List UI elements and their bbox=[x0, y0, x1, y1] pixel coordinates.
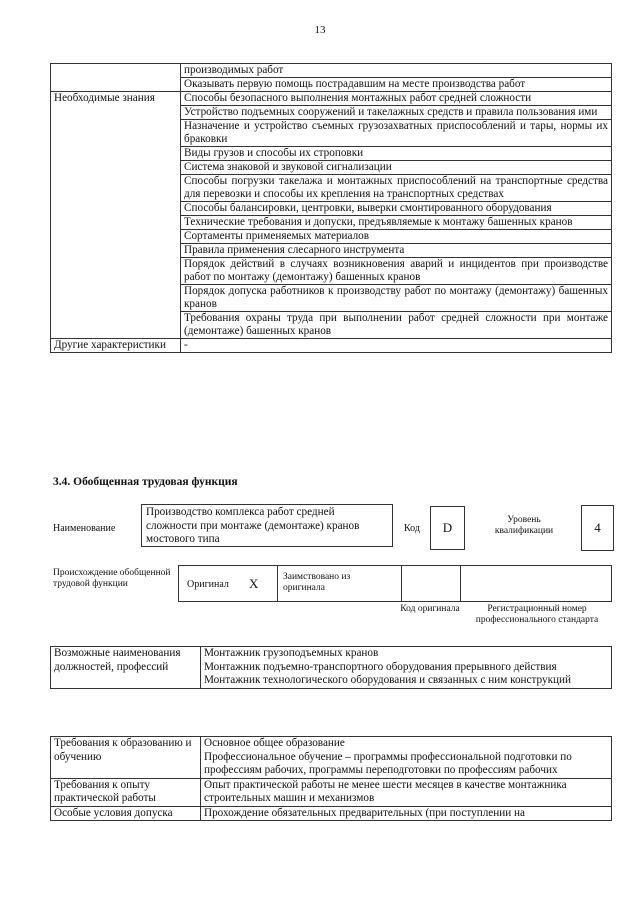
row-text: Порядок допуска работников к производству работ по монтажу (демонтажу) башенных кранов bbox=[181, 285, 612, 312]
positions-label: Возможные наименования должностей, профессий bbox=[51, 647, 201, 689]
requirement-item: Опыт практической работы не менее шести месяцев в качестве монтажника строительных машин и механизмов bbox=[204, 778, 567, 804]
table-row bbox=[51, 647, 612, 689]
borrowed-label: Заимствовано из оригинала bbox=[283, 572, 351, 593]
level-label: Уровень квалификации bbox=[494, 515, 554, 536]
name-label: Наименование bbox=[53, 523, 116, 534]
experience-values bbox=[201, 778, 612, 806]
row-text: Технические требования и допуски, предъявляемые к монтажу башенных кранов bbox=[181, 216, 612, 230]
admission-label: Особые условия допуска bbox=[51, 806, 201, 821]
requirement-item: Основное общее образование bbox=[204, 737, 345, 749]
divider bbox=[277, 565, 278, 602]
reg-number-caption: Регистрационный номер профессионального стандарта bbox=[475, 604, 599, 625]
row-text: Способы безопасного выполнения монтажных работ средней сложности bbox=[181, 92, 612, 106]
level-value: 4 bbox=[581, 505, 614, 551]
code-label: Код bbox=[404, 523, 420, 534]
row-label bbox=[51, 64, 181, 92]
section-title: 3.4. Обобщенная трудовая функция bbox=[53, 476, 238, 488]
requirement-item: Профессиональное обучение – программы профессиональной подготовки по профессиям рабочих, программы переподготовки по профессиям рабочих bbox=[204, 750, 572, 776]
divider bbox=[460, 565, 461, 602]
function-name-value: Производство комплекса работ средней сложности при монтаже (демонтаже) кранов мостового типа bbox=[141, 504, 393, 547]
row-text: Оказывать первую помощь пострадавшим на месте производства работ bbox=[181, 78, 612, 92]
row-text: Назначение и устройство съемных грузозахватных приспособлений и тары, нормы их браковки bbox=[181, 120, 612, 147]
origin-box bbox=[178, 565, 612, 602]
row-text: Способы балансировки, центровки, выверки смонтированного оборудования bbox=[181, 202, 612, 216]
row-text: Способы погрузки такелажа и монтажных приспособлений на транспортные средства для перевозки и способы их крепления на транспортных средствах bbox=[181, 175, 612, 202]
positions-values bbox=[201, 647, 612, 689]
origin-label: Происхождение обобщенной трудовой функции bbox=[53, 568, 171, 589]
position-item: Монтажник грузоподъемных кранов bbox=[204, 647, 379, 659]
divider bbox=[401, 565, 402, 602]
original-mark: X bbox=[249, 576, 259, 591]
requirements-table bbox=[50, 736, 612, 821]
table-row bbox=[51, 806, 612, 821]
requirement-item: Прохождение обязательных предварительных (при поступлении на bbox=[204, 806, 525, 819]
table-row bbox=[51, 92, 612, 106]
table-row bbox=[51, 339, 612, 353]
page-number: 13 bbox=[314, 24, 326, 36]
admission-values bbox=[201, 806, 612, 821]
row-text: производимых работ bbox=[181, 64, 612, 78]
row-text: Система знаковой и звуковой сигнализации bbox=[181, 161, 612, 175]
row-text: Виды грузов и способы их строповки bbox=[181, 147, 612, 161]
knowledge-table bbox=[50, 63, 612, 353]
code-value: D bbox=[430, 506, 465, 550]
row-label: Другие характеристики bbox=[51, 339, 181, 353]
row-text: Сортаменты применяемых материалов bbox=[181, 230, 612, 244]
table-row bbox=[51, 64, 612, 78]
row-text: Устройство подъемных сооружений и такелажных средств и правила пользования ими bbox=[181, 106, 612, 120]
education-values bbox=[201, 737, 612, 779]
row-text: - bbox=[181, 339, 612, 353]
row-text: Правила применения слесарного инструмента bbox=[181, 244, 612, 258]
row-text: Требования охраны труда при выполнении работ средней сложности при монтаже (демонтаже) башенных кранов bbox=[181, 312, 612, 339]
position-item: Монтажник технологического оборудования и связанных с ним конструкций bbox=[204, 674, 571, 686]
position-item: Монтажник подъемно-транспортного оборудования прерывного действия bbox=[204, 660, 557, 673]
row-label: Необходимые знания bbox=[51, 92, 181, 339]
positions-table bbox=[50, 646, 612, 689]
row-text: Порядок действий в случаях возникновения аварий и инцидентов при производстве работ по монтажу (демонтажу) башенных кранов bbox=[181, 258, 612, 285]
code-original-caption: Код оригинала bbox=[400, 604, 460, 614]
original-label: Оригинал bbox=[187, 579, 229, 590]
experience-label: Требования к опыту практической работы bbox=[51, 778, 201, 806]
table-row bbox=[51, 737, 612, 779]
education-label: Требования к образованию и обучению bbox=[51, 737, 201, 779]
table-row bbox=[51, 778, 612, 806]
